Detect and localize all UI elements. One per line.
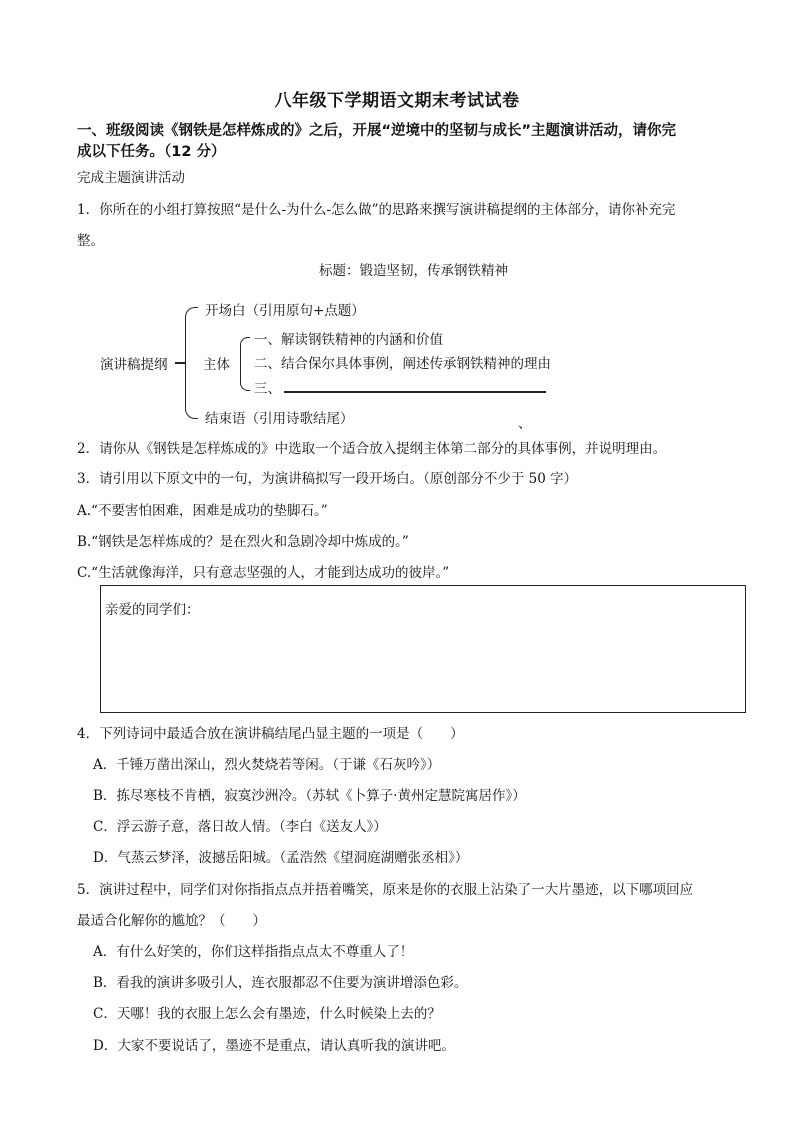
outline-body-2: 二、结合保尔具体事例，阐述传承钢铁精神的理由 [254,356,551,372]
outline-opening: 开场白（引用原句+点题） [205,303,365,319]
q3-answer-greeting: 亲爱的同学们： [105,602,200,618]
q1-stem-line2: 整。 [77,233,104,249]
section1-intro: 完成主题演讲活动 [77,170,185,186]
q5-option-a[interactable]: A．有什么好笑的，你们这样指指点点太不尊重人了！ [93,944,414,960]
outline-title: 标题：锻造坚韧，传承钢铁精神 [319,263,508,279]
outline-root: 演讲稿提纲 [100,357,168,373]
outline-closing: 结束语（引用诗歌结尾） [205,411,354,427]
outline-body-3: 三、 [254,381,281,397]
q4-option-b[interactable]: B．拣尽寒枝不肯栖，寂寞沙洲冷。（苏轼《卜算子·黄州定慧院寓居作》） [93,788,526,804]
q5-option-c[interactable]: C．天哪！我的衣服上怎么会有墨迹，什么时候染上去的？ [93,1006,441,1022]
page-title: 八年级下学期语文期末考试试卷 [274,91,520,111]
q4-option-c[interactable]: C．浮云游子意，落日故人情。（李白《送友人》） [93,819,387,835]
outline-mark: 、 [518,416,532,432]
outline-body-label: 主体 [203,357,230,373]
inner-brace [240,337,250,391]
section1-heading-line1: 一、班级阅读《钢铁是怎样炼成的》之后，开展“逆境中的坚韧与成长”主题演讲活动，请你完 [77,123,677,139]
q2-stem: 2．请你从《钢铁是怎样炼成的》中选取一个适合放入提纲主体第二部分的具体事例，并说明理由。 [77,441,667,457]
outer-brace [185,307,198,419]
q3-option-c: C.“生活就像海洋，只有意志坚强的人，才能到达成功的彼岸。” [77,565,450,581]
q5-stem-line1: 5．演讲过程中，同学们对你指指点点并捂着嘴笑，原来是你的衣服上沾染了一大片墨迹，以下哪项回应 [77,882,694,898]
q3-option-b: B.“钢铁是怎样炼成的？是在烈火和急剧冷却中炼成的。” [77,534,409,550]
q3-answer-box[interactable] [100,585,746,713]
q4-option-a[interactable]: A．千锤万凿出深山，烈火焚烧若等闲。（于谦《石灰吟》） [93,757,441,773]
q5-option-b[interactable]: B．看我的演讲多吸引人，连衣服都忍不住要为演讲增添色彩。 [93,975,468,991]
q1-stem-line1: 1．你所在的小组打算按照“是什么-为什么-怎么做”的思路来撰写演讲稿提纲的主体部分，请你补充完 [77,202,676,218]
section1-heading-line2: 成以下任务。（12 分） [77,144,226,160]
outline-root-connector [175,362,185,364]
q4-option-d[interactable]: D．气蒸云梦泽，波撼岳阳城。（孟浩然《望洞庭湖赠张丞相》） [93,850,469,866]
q5-stem-line2: 最适合化解你的尴尬？（ ） [77,913,266,929]
q3-option-a: A.“不要害怕困难，困难是成功的垫脚石。” [77,503,328,519]
outline-body-3-blank[interactable] [284,391,546,393]
q5-option-d[interactable]: D．大家不要说话了，墨迹不是重点，请认真听我的演讲吧。 [93,1038,455,1054]
outline-body-1: 一、解读钢铁精神的内涵和价值 [254,332,443,348]
q3-stem: 3．请引用以下原文中的一句，为演讲稿拟写一段开场白。（原创部分不少于 50 字） [77,471,578,487]
q4-stem: 4．下列诗词中最适合放在演讲稿结尾凸显主题的一项是（ ） [77,726,464,742]
